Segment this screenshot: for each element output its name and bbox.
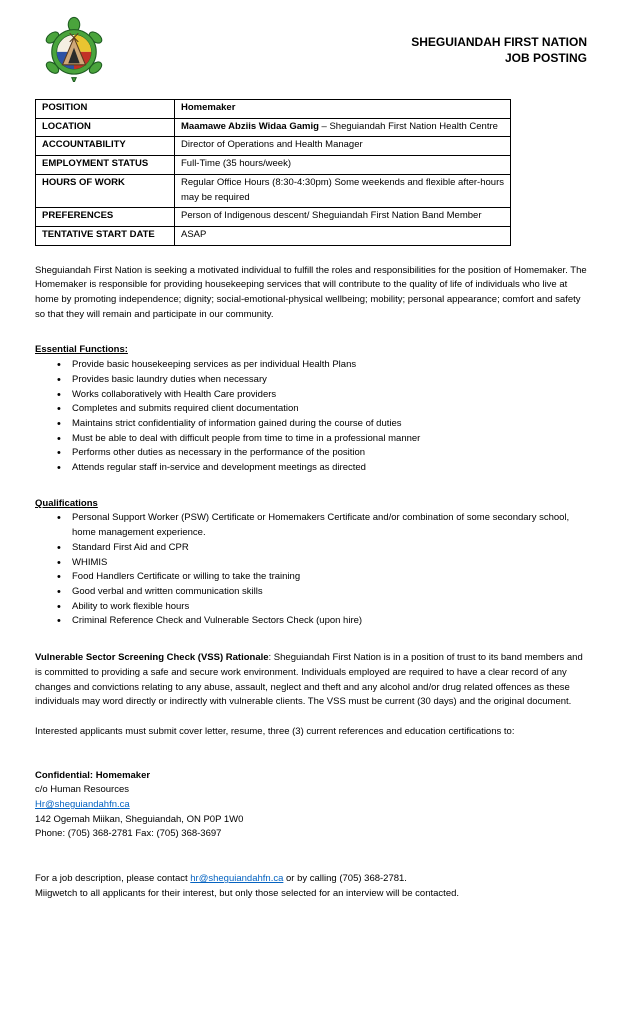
- essential-functions-heading: Essential Functions:: [35, 344, 128, 356]
- row-value: ASAP: [175, 226, 511, 245]
- table-row-position: [36, 100, 511, 119]
- qualifications-list: [35, 511, 587, 629]
- hr-email-link[interactable]: Hr@sheguiandahfn.ca: [35, 799, 130, 811]
- row-value: Full-Time (35 hours/week): [175, 156, 511, 175]
- row-label: TENTATIVE START DATE: [36, 226, 175, 245]
- row-value: Director of Operations and Health Manager: [175, 137, 511, 156]
- job-description-line: For a job description, please contact hr@sheguiandahfn.ca or by calling (705) 368-2781.: [35, 873, 407, 885]
- row-label: PREFERENCES: [36, 208, 175, 227]
- contact-block: [35, 769, 587, 843]
- list-item: • Attends regular staff in-service and development meetings as directed: [55, 461, 587, 476]
- turtle-medicine-wheel-logo-icon: [37, 16, 111, 82]
- list-item: • Ability to work flexible hours: [55, 600, 587, 615]
- row-value: Maamawe Abziis Widaa Gamig – Sheguiandah First Nation Health Centre: [175, 118, 511, 137]
- row-value: Homemaker: [175, 100, 511, 119]
- vss-rationale-paragraph: [35, 651, 587, 710]
- list-item: • Must be able to deal with difficult people from time to time in a professional manner: [55, 432, 587, 447]
- list-item: • Provide basic housekeeping services as per individual Health Plans: [55, 358, 587, 373]
- table-row-employment-status: [36, 156, 511, 175]
- job-description-email-link[interactable]: hr@sheguiandahfn.ca: [190, 873, 284, 885]
- table-row-location: [36, 118, 511, 137]
- document-header: [35, 16, 587, 82]
- row-label: ACCOUNTABILITY: [36, 137, 175, 156]
- care-of-line: c/o Human Resources: [35, 784, 129, 796]
- list-item: • Standard First Aid and CPR: [55, 541, 587, 556]
- row-label: LOCATION: [36, 118, 175, 137]
- document-title-block: [411, 34, 587, 66]
- list-item: • WHIMIS: [55, 556, 587, 571]
- list-item: • Food Handlers Certificate or willing to take the training: [55, 570, 587, 585]
- list-item: • Provides basic laundry duties when necessary: [55, 373, 587, 388]
- list-item: • Maintains strict confidentiality of information gained during the course of duties: [55, 417, 587, 432]
- doc-type: JOB POSTING: [504, 51, 587, 65]
- table-row-tentative-start-date: [36, 226, 511, 245]
- essential-functions-list: [35, 358, 587, 476]
- list-item: • Performs other duties as necessary in the performance of the position: [55, 446, 587, 461]
- table-row-preferences: [36, 208, 511, 227]
- list-item: • Completes and submits required client documentation: [55, 402, 587, 417]
- row-value: Regular Office Hours (8:30-4:30pm) Some weekends and flexible after-hours may be required: [175, 174, 511, 207]
- address-line: 142 Ogemah Miikan, Sheguiandah, ON P0P 1W0: [35, 813, 244, 825]
- row-value: Person of Indigenous descent/ Sheguiandah First Nation Band Member: [175, 208, 511, 227]
- vss-rationale-text: : Sheguiandah First Nation is in a position of trust to its band members and is committed to providing a safe and secure work environment. Individuals employed are required to have a clear record of any changes and convictions relating to any abuse, assault, neglect and theft and any alcohol and/or drug related offences as these individuals may word directly or indirectly with vulnerable clients. The VSS must be current (30 days) and the original document.: [35, 652, 583, 708]
- list-item: • Works collaboratively with Health Care providers: [55, 388, 587, 403]
- list-item: • Personal Support Worker (PSW) Certificate or Homemakers Certificate and/or combination of some secondary school, home management experience.: [55, 511, 587, 540]
- application-instruction: Interested applicants must submit cover letter, resume, three (3) current references and education certifications to:: [35, 725, 515, 737]
- table-row-accountability: [36, 137, 511, 156]
- footer-block: [35, 872, 587, 901]
- vss-rationale-lead: Vulnerable Sector Screening Check (VSS) Rationale: [35, 652, 269, 664]
- job-summary-table: [35, 99, 511, 246]
- row-label: HOURS OF WORK: [36, 174, 175, 207]
- table-row-hours-of-work: [36, 174, 511, 207]
- row-label: POSITION: [36, 100, 175, 119]
- confidential-line: Confidential: Homemaker: [35, 769, 151, 781]
- intro-paragraph: Sheguiandah First Nation is seeking a motivated individual to fulfill the roles and responsibilities for the position of Homemaker. The Homemaker is responsible for providing housekeeping services that will contribute to the quality of life of individuals who live at home by promoting independence; dignity; social-emotional-physical wellbeing; mobility; personal appearance; comfort and safety so that they will remain and participate in our community.: [35, 264, 587, 320]
- list-item: • Criminal Reference Check and Vulnerable Sectors Check (upon hire): [55, 614, 587, 629]
- phone-fax-line: Phone: (705) 368-2781 Fax: (705) 368-3697: [35, 828, 222, 840]
- miigwetch-line: Miigwetch to all applicants for their interest, but only those selected for an interview will be contacted.: [35, 887, 460, 899]
- org-name: SHEGUIANDAH FIRST NATION: [411, 35, 587, 49]
- qualifications-heading: Qualifications: [35, 497, 98, 509]
- row-label: EMPLOYMENT STATUS: [36, 156, 175, 175]
- list-item: • Good verbal and written communication skills: [55, 585, 587, 600]
